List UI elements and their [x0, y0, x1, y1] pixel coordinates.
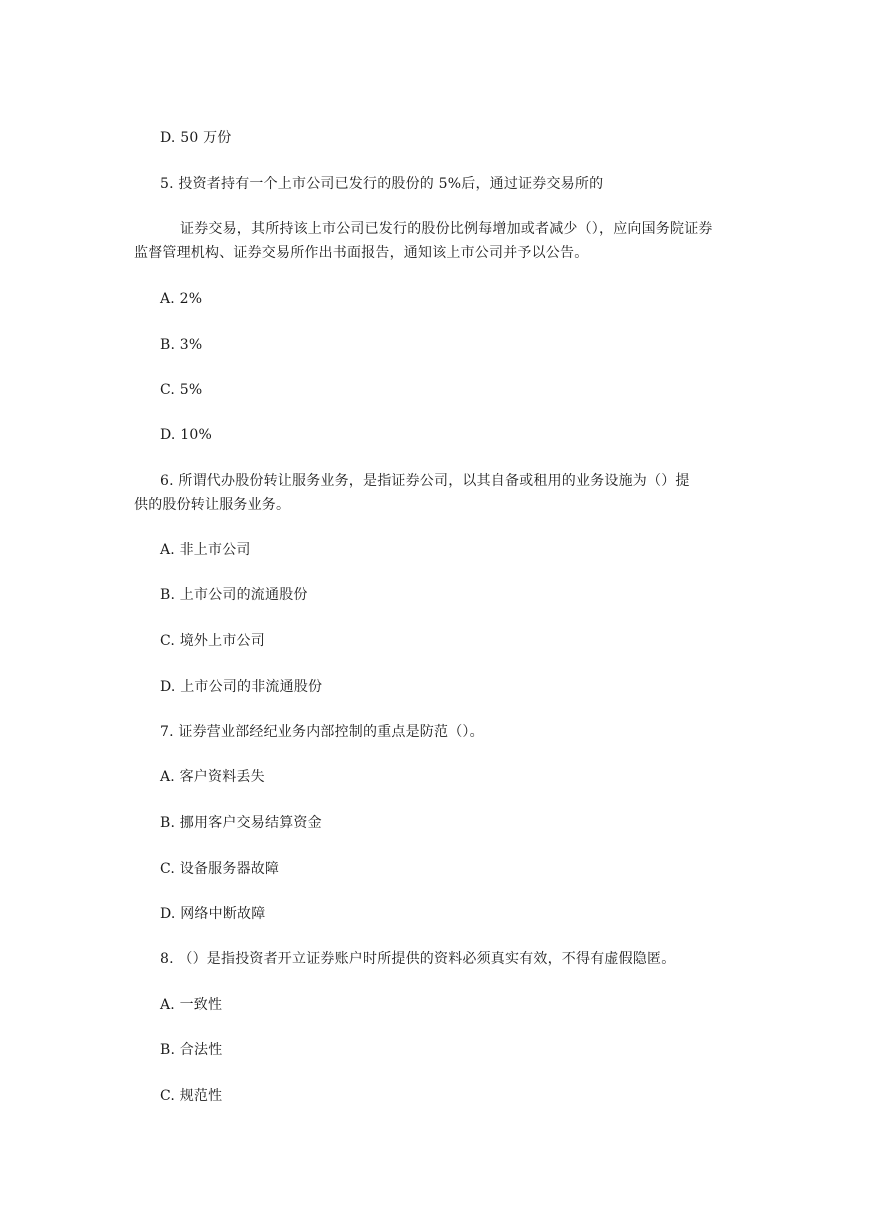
option-b-q5: B. 3%: [160, 337, 203, 353]
question-5-line-3: 监督管理机构、证券交易所作出书面报告，通知该上市公司并予以公告。: [134, 245, 589, 261]
question-8: 8. （）是指投资者开立证券账户时所提供的资料必须真实有效，不得有虚假隐匿。: [160, 951, 676, 967]
question-6-line-1: 6. 所谓代办股份转让服务业务，是指证券公司，以其自备或租用的业务设施为（）提: [160, 473, 690, 489]
option-a-q5: A. 2%: [160, 291, 203, 307]
question-5-line-2: 证券交易，其所持该上市公司已发行的股份比例每增加或者减少（），应向国务院证券: [180, 221, 713, 237]
option-c-q8: C. 规范性: [160, 1088, 223, 1104]
option-a-q8: A. 一致性: [160, 997, 223, 1013]
option-c-q5: C. 5%: [160, 382, 203, 398]
question-7: 7. 证券营业部经纪业务内部控制的重点是防范（）。: [160, 724, 484, 740]
option-c-q6: C. 境外上市公司: [160, 633, 265, 649]
option-d-q6: D. 上市公司的非流通股份: [160, 679, 323, 695]
option-d-q7: D. 网络中断故障: [160, 906, 266, 922]
option-a-q7: A. 客户资料丢失: [160, 769, 265, 785]
option-c-q7: C. 设备服务器故障: [160, 861, 280, 877]
question-5-line-1: 5. 投资者持有一个上市公司已发行的股份的 5%后，通过证券交易所的: [160, 176, 604, 192]
question-6-line-2: 供的股份转让服务业务。: [134, 497, 291, 513]
option-b-q6: B. 上市公司的流通股份: [160, 587, 308, 603]
option-a-q6: A. 非上市公司: [160, 542, 251, 558]
option-d-q4: D. 50 万份: [160, 130, 232, 146]
option-b-q7: B. 挪用客户交易结算资金: [160, 815, 322, 831]
option-b-q8: B. 合法性: [160, 1042, 223, 1058]
option-d-q5: D. 10%: [160, 427, 212, 443]
